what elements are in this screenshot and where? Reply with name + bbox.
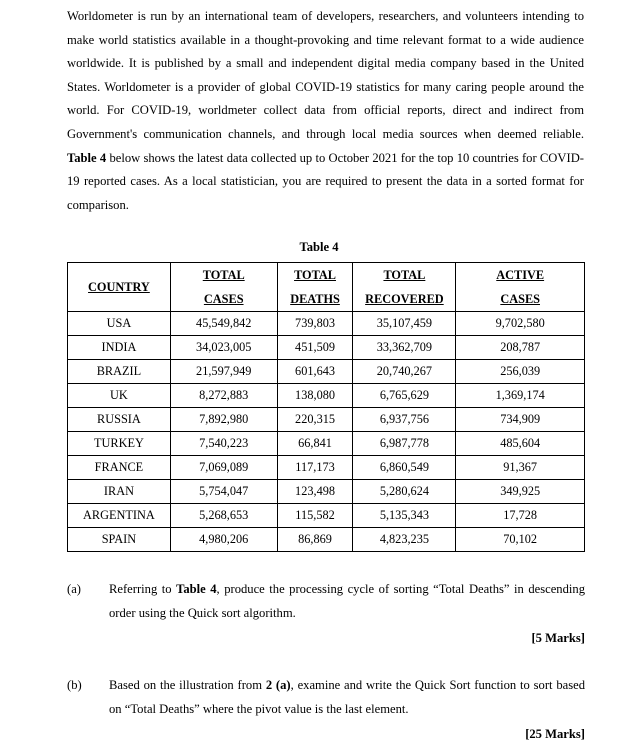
table-caption: Table 4	[299, 240, 339, 254]
cell-active-cases: 349,925	[456, 480, 585, 504]
cell-country: TURKEY	[68, 432, 171, 456]
cell-total-deaths: 138,080	[277, 384, 353, 408]
cell-total-recovered: 33,362,709	[353, 336, 456, 360]
question-b	[67, 674, 585, 747]
cell-country: BRAZIL	[68, 360, 171, 384]
question-b-bold-ref: 2 (a)	[265, 678, 291, 692]
cell-total-recovered: 5,135,343	[353, 504, 456, 528]
header-total-deaths: TOTAL DEATHS	[277, 263, 353, 312]
cell-total-cases: 5,268,653	[170, 504, 277, 528]
cell-total-cases: 7,069,089	[170, 456, 277, 480]
cell-total-recovered: 6,765,629	[353, 384, 456, 408]
header-total-cases: TOTAL CASES	[170, 263, 277, 312]
cell-active-cases: 17,728	[456, 504, 585, 528]
table-row	[68, 456, 585, 480]
cell-total-cases: 21,597,949	[170, 360, 277, 384]
cell-country: FRANCE	[68, 456, 171, 480]
cell-total-cases: 34,023,005	[170, 336, 277, 360]
table-row	[68, 360, 585, 384]
cell-total-cases: 45,549,842	[170, 312, 277, 336]
cell-total-deaths: 115,582	[277, 504, 353, 528]
table-row	[68, 504, 585, 528]
cell-active-cases: 70,102	[456, 528, 585, 552]
cell-country: IRAN	[68, 480, 171, 504]
intro-text-part2: below shows the latest data collected up to October 2021 for the top 10 countries for COVID-19 reported cases. As a local statistician, you are required to present the data in a sorted format for comparison.	[67, 150, 584, 212]
cell-active-cases: 1,369,174	[456, 384, 585, 408]
question-b-marks: [25 Marks]	[525, 727, 585, 742]
table-row	[68, 528, 585, 552]
cell-total-deaths: 739,803	[277, 312, 353, 336]
cell-total-deaths: 123,498	[277, 480, 353, 504]
cell-country: INDIA	[68, 336, 171, 360]
table-row	[68, 408, 585, 432]
cell-total-deaths: 601,643	[277, 360, 353, 384]
cell-country: SPAIN	[68, 528, 171, 552]
cell-country: RUSSIA	[68, 408, 171, 432]
question-a-marks: [5 Marks]	[531, 631, 585, 646]
cell-active-cases: 208,787	[456, 336, 585, 360]
intro-table-reference: Table 4	[67, 150, 107, 165]
cell-total-recovered: 20,740,267	[353, 360, 456, 384]
cell-active-cases: 485,604	[456, 432, 585, 456]
cell-country: ARGENTINA	[68, 504, 171, 528]
table-row	[68, 384, 585, 408]
question-b-label: (b)	[67, 678, 82, 692]
table-row	[68, 312, 585, 336]
cell-total-recovered: 5,280,624	[353, 480, 456, 504]
cell-total-deaths: 66,841	[277, 432, 353, 456]
header-total-recovered: TOTAL RECOVERED	[353, 263, 456, 312]
cell-total-cases: 7,892,980	[170, 408, 277, 432]
table-row	[68, 432, 585, 456]
cell-total-deaths: 117,173	[277, 456, 353, 480]
cell-total-cases: 4,980,206	[170, 528, 277, 552]
question-b-text: Based on the illustration from 2 (a), examine and write the Quick Sort function to sort based on “Total Deaths” where the pivot value is the last element.	[109, 678, 585, 716]
question-a-label: (a)	[67, 582, 81, 596]
cell-total-recovered: 35,107,459	[353, 312, 456, 336]
table-row	[68, 480, 585, 504]
cell-active-cases: 734,909	[456, 408, 585, 432]
header-active-cases: ACTIVE CASES	[456, 263, 585, 312]
cell-active-cases: 9,702,580	[456, 312, 585, 336]
intro-text-part1: Worldometer is run by an international team of developers, researchers, and volunteers intending to make world statistics available in a thought-provoking and time relevant format to a wide audience worldwide. It is published by a small and independent digital media company based in the United States. Worldometer is a provider of global COVID-19 statistics for many caring people around the world. For COVID-19, worldmeter collect data from official reports, direct and indirect from Government's communication channels, and through local media sources when deemed reliable.	[67, 9, 584, 141]
table-body	[68, 312, 585, 552]
cell-country: UK	[68, 384, 171, 408]
cell-total-deaths: 220,315	[277, 408, 353, 432]
header-country: COUNTRY	[68, 263, 171, 312]
cell-active-cases: 256,039	[456, 360, 585, 384]
cell-total-cases: 5,754,047	[170, 480, 277, 504]
table-row	[68, 336, 585, 360]
cell-total-recovered: 6,937,756	[353, 408, 456, 432]
cell-total-cases: 8,272,883	[170, 384, 277, 408]
cell-total-deaths: 86,869	[277, 528, 353, 552]
table-header-row	[68, 263, 585, 312]
cell-country: USA	[68, 312, 171, 336]
cell-total-recovered: 4,823,235	[353, 528, 456, 552]
cell-total-recovered: 6,860,549	[353, 456, 456, 480]
question-a	[67, 578, 585, 651]
cell-total-cases: 7,540,223	[170, 432, 277, 456]
question-a-bold-ref: Table 4	[176, 582, 217, 596]
cell-total-recovered: 6,987,778	[353, 432, 456, 456]
question-a-text: Referring to Table 4, produce the processing cycle of sorting “Total Deaths” in descending order using the Quick sort algorithm.	[109, 582, 585, 620]
covid-data-table	[67, 262, 585, 552]
cell-active-cases: 91,367	[456, 456, 585, 480]
cell-total-deaths: 451,509	[277, 336, 353, 360]
intro-paragraph	[67, 5, 584, 217]
